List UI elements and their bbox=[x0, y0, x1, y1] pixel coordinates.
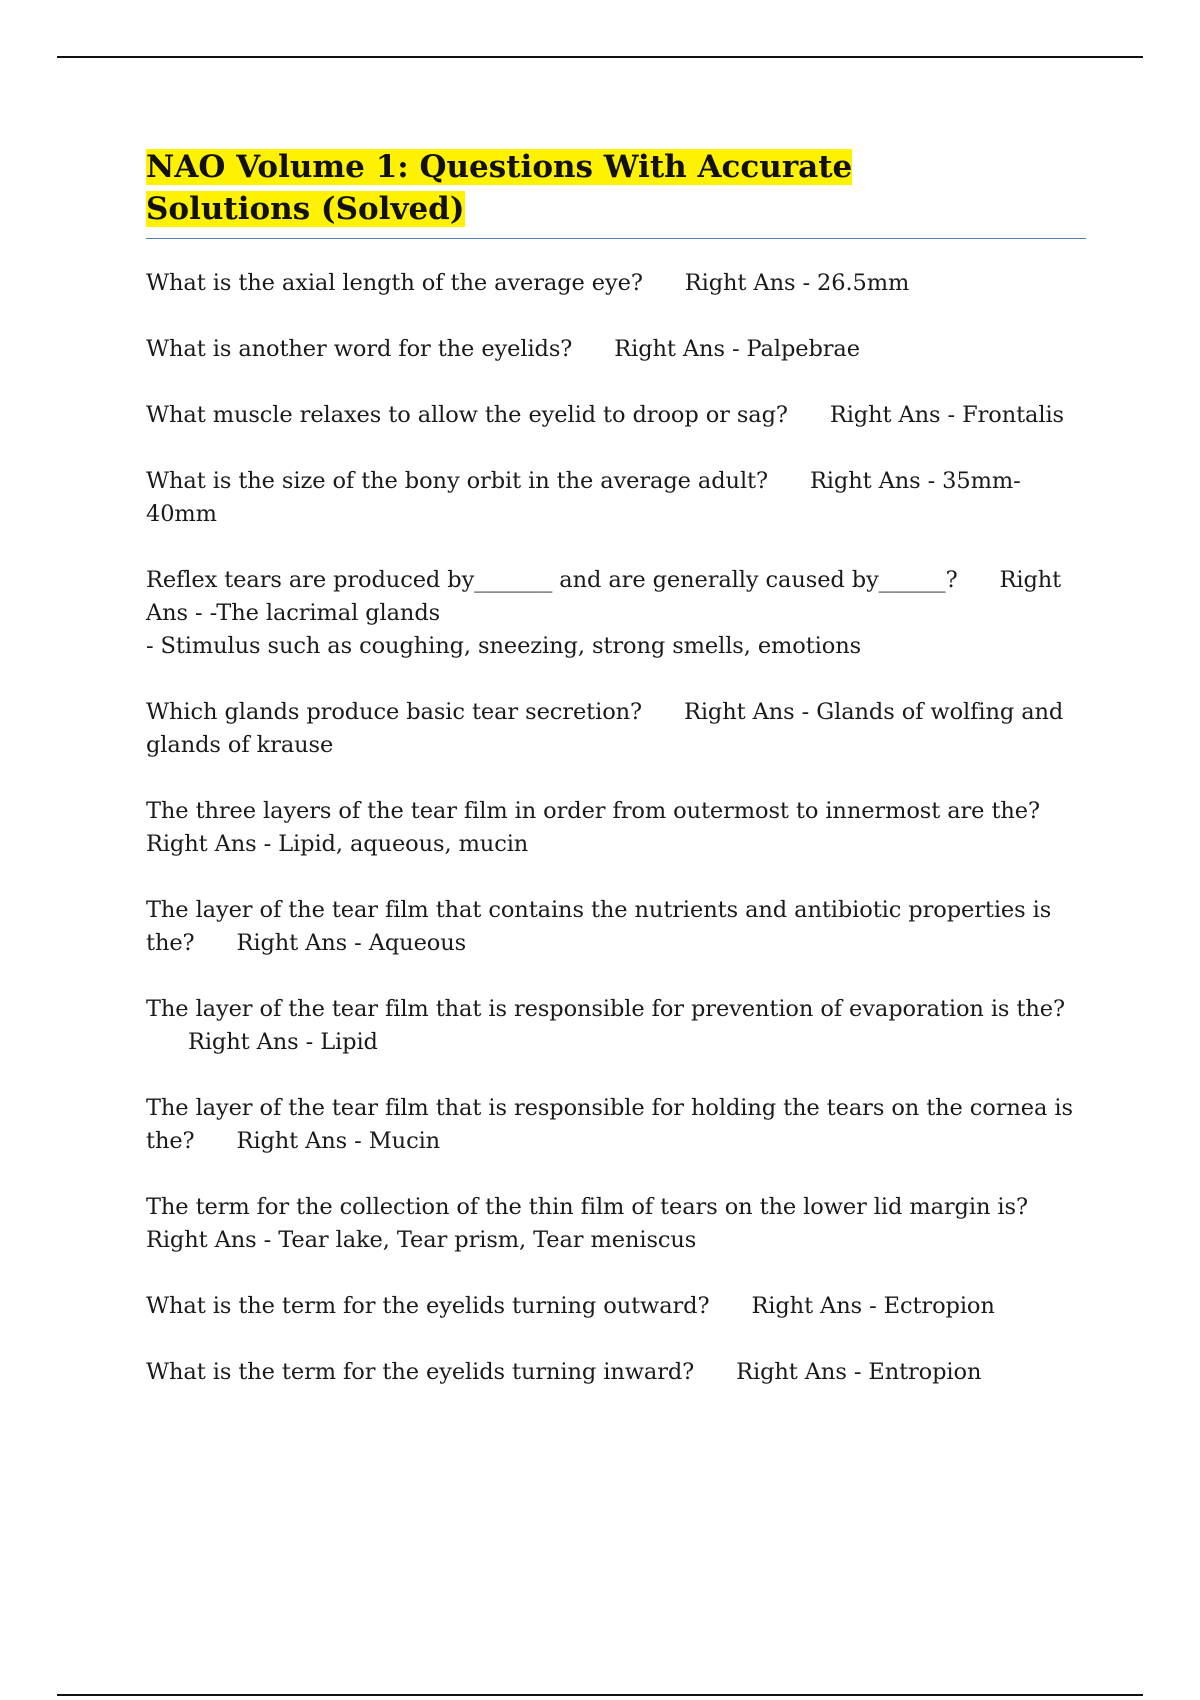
qa-item bbox=[146, 1356, 1086, 1389]
question-text: What is another word for the eyelids? bbox=[146, 336, 573, 362]
qa-item bbox=[146, 1092, 1086, 1158]
qa-item bbox=[146, 267, 1086, 300]
question-text: The term for the collection of the thin film of tears on the lower lid margin is? bbox=[146, 1194, 1028, 1220]
qa-item bbox=[146, 465, 1086, 531]
qa-item bbox=[146, 696, 1086, 762]
answer-text: Right Ans - Lipid bbox=[188, 1029, 378, 1055]
question-text: The three layers of the tear film in order from outermost to innermost are the? bbox=[146, 798, 1040, 824]
question-text: What is the size of the bony orbit in the average adult? bbox=[146, 468, 768, 494]
answer-text: Right Ans - 26.5mm bbox=[684, 270, 910, 296]
question-text: The layer of the tear film that is responsible for holding the tears on the cornea is the? bbox=[146, 1095, 1080, 1154]
qa-item bbox=[146, 333, 1086, 366]
answer-text: Right Ans - Glands of wolfing and glands of krause bbox=[146, 699, 1071, 758]
question-text: What is the term for the eyelids turning outward? bbox=[146, 1293, 710, 1319]
answer-text: Right Ans - Entropion bbox=[736, 1359, 982, 1385]
question-text: What muscle relaxes to allow the eyelid to droop or sag? bbox=[146, 402, 788, 428]
answer-text: Right Ans - 35mm-40mm bbox=[146, 468, 1021, 527]
question-text: What is the term for the eyelids turning inward? bbox=[146, 1359, 695, 1385]
qa-item bbox=[146, 1191, 1086, 1257]
title-highlight: NAO Volume 1: Questions With Accurate Solutions (Solved) bbox=[146, 149, 853, 227]
title-block bbox=[146, 146, 1086, 239]
qa-item bbox=[146, 894, 1086, 960]
document-body bbox=[146, 146, 1086, 1422]
answer-text: Right Ans - Ectropion bbox=[751, 1293, 995, 1319]
answer-text: Right Ans - -The lacrimal glands bbox=[146, 567, 1069, 626]
answer-text: Right Ans - Mucin bbox=[236, 1128, 441, 1154]
question-text: The layer of the tear film that is responsible for prevention of evaporation is the? bbox=[146, 996, 1065, 1022]
answer-text: Right Ans - Palpebrae bbox=[614, 336, 860, 362]
page-top-rule bbox=[57, 56, 1143, 58]
question-text: Which glands produce basic tear secretion? bbox=[146, 699, 642, 725]
question-text: What is the axial length of the average eye? bbox=[146, 270, 643, 296]
answer-text: Right Ans - Lipid, aqueous, mucin bbox=[146, 831, 529, 857]
qa-item bbox=[146, 564, 1086, 663]
qa-item bbox=[146, 795, 1086, 861]
answer-text: Right Ans - Aqueous bbox=[236, 930, 467, 956]
document-title bbox=[146, 146, 1006, 230]
qa-item bbox=[146, 993, 1086, 1059]
answer-extra-text: - Stimulus such as coughing, sneezing, strong smells, emotions bbox=[146, 633, 862, 659]
qa-item bbox=[146, 1290, 1086, 1323]
answer-text: Right Ans - Frontalis bbox=[829, 402, 1064, 428]
answer-text: Right Ans - Tear lake, Tear prism, Tear meniscus bbox=[146, 1227, 697, 1253]
qa-item bbox=[146, 399, 1086, 432]
question-text: The layer of the tear film that contains the nutrients and antibiotic properties is the? bbox=[146, 897, 1059, 956]
question-text: Reflex tears are produced by_______ and are generally caused by______? bbox=[146, 567, 958, 593]
page-bottom-rule bbox=[57, 1694, 1143, 1696]
